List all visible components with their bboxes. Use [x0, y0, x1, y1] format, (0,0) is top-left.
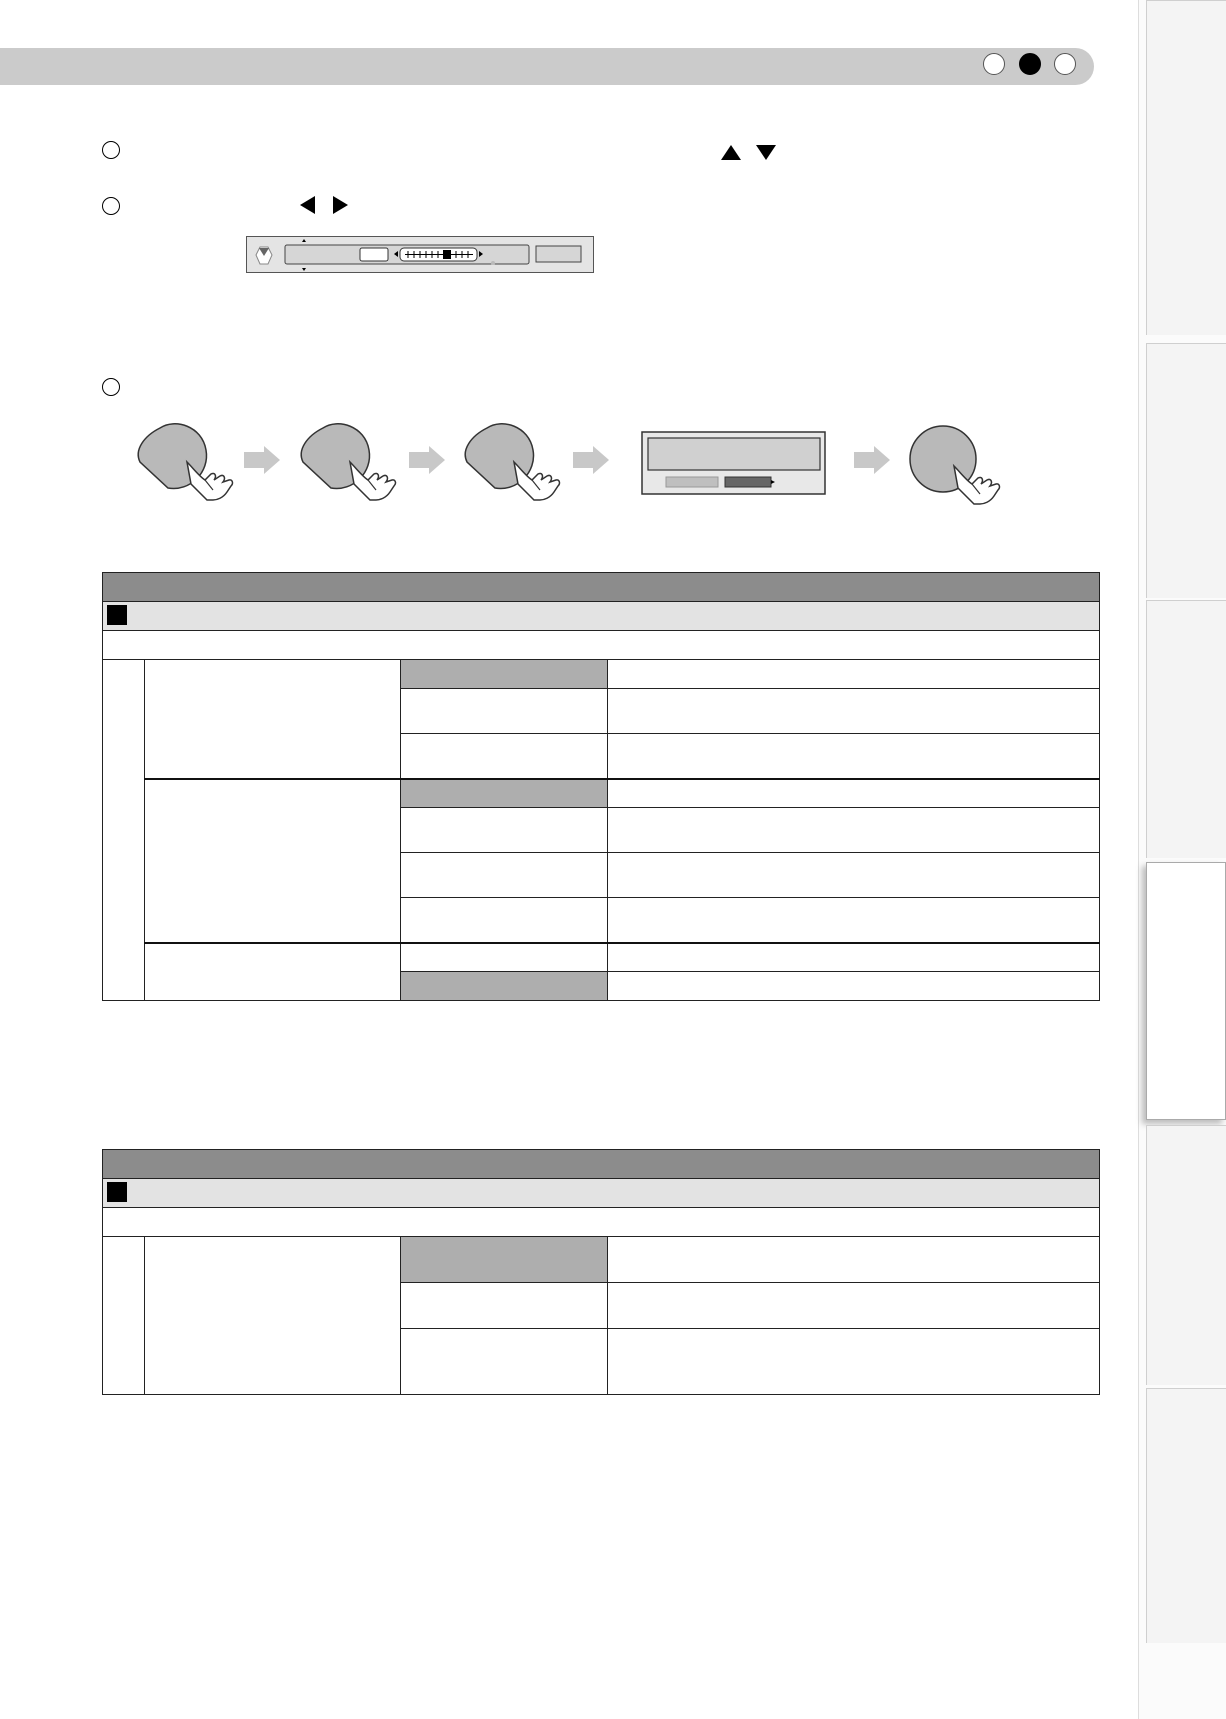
table-1-option-selected	[401, 660, 608, 689]
table-2-title-row	[103, 1150, 1100, 1179]
operation-flow	[130, 420, 1030, 520]
side-tab-4-active[interactable]	[1146, 862, 1226, 1120]
osd-adjust-graphic	[247, 237, 595, 274]
table-2-subheader	[103, 1179, 1100, 1208]
step-1-marker	[102, 141, 120, 159]
table-1-title-row	[103, 573, 1100, 602]
table-1-option	[401, 898, 608, 943]
up-triangle-icon	[721, 145, 741, 160]
step-2-marker	[102, 197, 120, 215]
table-2-description-row	[103, 1208, 1100, 1237]
table-2-group-1-item	[145, 1237, 401, 1395]
osd-side-box	[536, 246, 581, 262]
settings-table-1	[102, 572, 1100, 1001]
press-button-4	[910, 426, 999, 504]
table-1-option-selected	[401, 779, 608, 808]
press-button-2	[301, 424, 395, 500]
table-1-option-description	[608, 853, 1100, 898]
table-1-option-selected	[401, 972, 608, 1001]
table-1-option-description	[608, 972, 1100, 1001]
table-2-index-cell	[103, 1237, 145, 1395]
side-tab-3[interactable]	[1146, 600, 1226, 858]
arrow-right-icon	[244, 446, 280, 474]
table-1-group-2-item	[145, 779, 401, 943]
table-1-option-description	[608, 898, 1100, 943]
table-1-group-3-item	[145, 943, 401, 1001]
table-1-option	[401, 943, 608, 972]
header-bar	[0, 48, 1094, 85]
table-1-option-description	[608, 660, 1100, 689]
page-indicator-dot-1	[983, 53, 1005, 75]
table-1-option-description	[608, 943, 1100, 972]
table-1-subheader	[103, 602, 1100, 631]
settings-table-2	[102, 1149, 1100, 1395]
side-tab-6[interactable]	[1146, 1388, 1226, 1643]
table-1-option	[401, 689, 608, 734]
page-indicator-dot-2-active	[1019, 53, 1041, 75]
side-tab-2[interactable]	[1146, 343, 1226, 598]
right-triangle-icon	[333, 196, 348, 214]
section-square-icon	[107, 605, 127, 625]
arrow-right-icon	[854, 446, 890, 474]
table-1-description-row	[103, 631, 1100, 660]
confirm-dialog	[642, 432, 825, 494]
table-2-option	[401, 1283, 608, 1329]
table-2-option-description	[608, 1329, 1100, 1395]
osd-up-arrow-icon	[302, 239, 306, 242]
table-1-option-description	[608, 808, 1100, 853]
osd-adjust-bar	[246, 236, 594, 273]
table-1-option-description	[608, 734, 1100, 779]
slider-thumb	[443, 250, 451, 259]
table-1-option	[401, 734, 608, 779]
table-1-option	[401, 853, 608, 898]
press-button-3	[465, 424, 559, 500]
page-indicator-dot-3	[1054, 53, 1076, 75]
osd-value-box	[360, 248, 388, 261]
osd-down-arrow-icon	[302, 268, 306, 271]
table-2-option-description	[608, 1237, 1100, 1283]
table-1-option-description	[608, 779, 1100, 808]
step-3-marker	[102, 378, 120, 396]
arrow-right-icon	[573, 446, 609, 474]
left-triangle-icon	[300, 196, 315, 214]
table-2-option	[401, 1329, 608, 1395]
press-button-1	[138, 424, 232, 500]
side-tab-5[interactable]	[1146, 1125, 1226, 1385]
arrow-right-icon	[409, 446, 445, 474]
side-tab-1[interactable]	[1146, 0, 1226, 335]
table-1-option-description	[608, 689, 1100, 734]
table-1-option	[401, 808, 608, 853]
table-1-index-cell	[103, 660, 145, 1001]
down-triangle-icon	[756, 145, 776, 160]
table-2-option-description	[608, 1283, 1100, 1329]
section-square-icon	[107, 1182, 127, 1202]
table-1-group-1-item	[145, 660, 401, 779]
table-2-option-selected	[401, 1237, 608, 1283]
